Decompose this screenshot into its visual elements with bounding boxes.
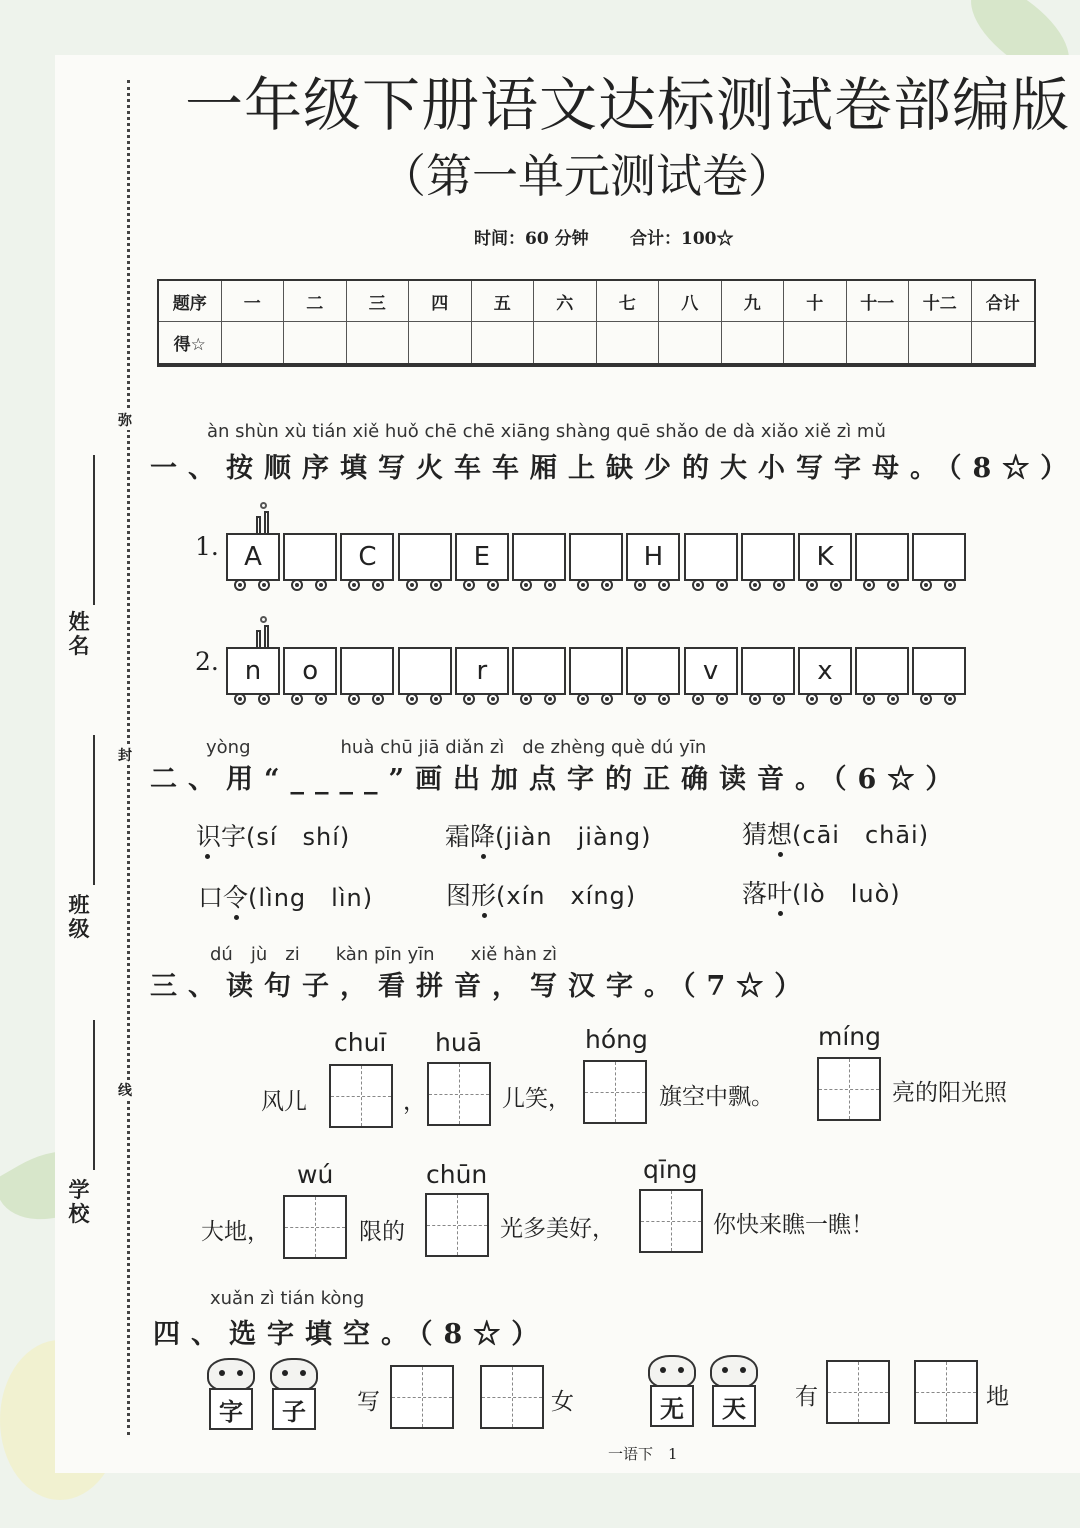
- wheel-icon: [544, 579, 556, 591]
- q3-title: 三、读句子，看拼音，写汉字。（7☆）: [150, 971, 813, 1002]
- sentence-text: 你快来瞧一瞧！: [713, 1212, 874, 1238]
- grid-pinyin: hóng: [585, 1025, 648, 1054]
- writing-grid[interactable]: [826, 1360, 890, 1424]
- school-label: 学校: [68, 1177, 90, 1226]
- name-label: 姓名: [68, 609, 90, 658]
- train-car[interactable]: [398, 647, 452, 695]
- emphasis-dot: [482, 913, 487, 918]
- train-car[interactable]: [340, 647, 394, 695]
- train2-number: 2.: [195, 647, 219, 676]
- tiger-face-icon: [710, 1355, 758, 1389]
- wheel-icon: [463, 693, 475, 705]
- tiger-face-icon: [270, 1358, 318, 1392]
- wheel-icon: [806, 693, 818, 705]
- score-table: [157, 279, 1036, 367]
- score-header-cell: 四: [409, 281, 472, 322]
- fill-text: 女: [551, 1389, 574, 1415]
- writing-grid[interactable]: [583, 1060, 647, 1124]
- q2-title: 二、用“____”画出加点字的正确读音。（6☆）: [150, 764, 964, 795]
- school-line: [93, 1020, 95, 1170]
- reading-item: [196, 817, 350, 853]
- reading-item: [742, 815, 929, 851]
- reading-word: 霜降: [445, 822, 496, 851]
- seal-mark: 封: [118, 745, 132, 765]
- reading-item: [742, 874, 901, 910]
- writing-grid[interactable]: [329, 1064, 393, 1128]
- wheel-icon: [544, 693, 556, 705]
- tiger-card-icon: [644, 1355, 700, 1429]
- score-row-label: 得☆: [159, 322, 222, 363]
- fill-text: 有: [795, 1384, 818, 1410]
- score-input-cell[interactable]: [722, 322, 785, 363]
- character-card: 字: [209, 1388, 253, 1430]
- score-header-cell: 合计: [972, 281, 1035, 322]
- grid-pinyin: chūn: [426, 1160, 488, 1189]
- tiger-face-icon: [648, 1355, 696, 1389]
- writing-grid[interactable]: [817, 1057, 881, 1121]
- sentence-text: 限的: [359, 1219, 405, 1245]
- score-input-cell[interactable]: [597, 322, 660, 363]
- train-car[interactable]: [741, 533, 795, 581]
- wheel-icon: [234, 693, 246, 705]
- grid-pinyin: chuī: [334, 1028, 387, 1057]
- score-header-cell: 九: [722, 281, 785, 322]
- train-car: K: [798, 533, 852, 581]
- wheel-icon: [773, 693, 785, 705]
- writing-grid[interactable]: [425, 1193, 489, 1257]
- score-header-cell: 二: [284, 281, 347, 322]
- fill-text: 写: [357, 1389, 380, 1415]
- wheel-icon: [830, 693, 842, 705]
- score-input-cell[interactable]: [472, 322, 535, 363]
- train1-number: 1.: [195, 532, 219, 561]
- class-line: [93, 735, 95, 885]
- wheel-icon: [520, 579, 532, 591]
- train-car: E: [455, 533, 509, 581]
- class-label: 班级: [68, 892, 90, 941]
- score-header-cell: 题序: [159, 281, 222, 322]
- reading-word: 落叶: [742, 879, 793, 908]
- smoke-icon: [260, 502, 267, 509]
- page-title: 一年级下册语文达标测试卷部编版: [185, 71, 1071, 139]
- score-header-cell: 五: [472, 281, 535, 322]
- reading-word: 猜想: [742, 820, 793, 849]
- writing-grid[interactable]: [914, 1360, 978, 1424]
- time-label: 时间：60 分钟: [474, 229, 589, 249]
- chimney-icon: [264, 625, 269, 647]
- score-header-cell: 十: [784, 281, 847, 322]
- writing-grid[interactable]: [639, 1189, 703, 1253]
- wheel-icon: [406, 693, 418, 705]
- q1-title: 一、按顺序填写火车车厢上缺少的大小写字母。（8☆）: [150, 453, 1079, 484]
- train-car: A: [226, 533, 280, 581]
- train-car[interactable]: [626, 647, 680, 695]
- reading-options[interactable]: (lò luò): [792, 880, 901, 908]
- chimney-icon: [256, 630, 261, 647]
- wheel-icon: [692, 693, 704, 705]
- score-header-cell: 十一: [847, 281, 910, 322]
- train-car[interactable]: [569, 533, 623, 581]
- q4-pinyin: xuǎn zì tián kòng: [210, 1288, 365, 1309]
- wheel-icon: [716, 579, 728, 591]
- name-line: [93, 455, 95, 605]
- reading-options[interactable]: (lìng lìn): [248, 884, 374, 912]
- grid-pinyin: huā: [435, 1028, 483, 1057]
- train-car[interactable]: [855, 647, 909, 695]
- tiger-card-icon: [266, 1358, 322, 1432]
- sentence-text: 亮的阳光照: [892, 1080, 1007, 1106]
- grid-pinyin: míng: [818, 1022, 882, 1051]
- wheel-icon: [463, 579, 475, 591]
- train-car[interactable]: [912, 647, 966, 695]
- reading-item: [198, 878, 373, 914]
- page-subtitle: （第一单元测试卷）: [380, 149, 794, 203]
- wheel-icon: [258, 693, 270, 705]
- chimney-icon: [264, 511, 269, 533]
- score-header-cell: 八: [659, 281, 722, 322]
- grid-pinyin: qīng: [643, 1155, 698, 1184]
- score-input-cell[interactable]: [409, 322, 472, 363]
- train-car: r: [455, 647, 509, 695]
- wheel-icon: [830, 579, 842, 591]
- wheel-icon: [773, 579, 785, 591]
- reading-word: 图形: [446, 881, 497, 910]
- seal-mark: 弥: [118, 410, 132, 430]
- wheel-icon: [430, 579, 442, 591]
- score-input-cell[interactable]: [909, 322, 972, 363]
- q4-title: 四、选字填空。（8☆）: [153, 1319, 550, 1350]
- train-car: x: [798, 647, 852, 695]
- train-car: o: [283, 647, 337, 695]
- wheel-icon: [520, 693, 532, 705]
- character-card: 子: [272, 1388, 316, 1430]
- fill-text: 地: [986, 1384, 1009, 1410]
- emphasis-dot: [481, 854, 486, 859]
- train-car[interactable]: [283, 533, 337, 581]
- wheel-icon: [749, 579, 761, 591]
- wheel-icon: [749, 693, 761, 705]
- writing-grid[interactable]: [427, 1062, 491, 1126]
- train-car[interactable]: [855, 533, 909, 581]
- grid-pinyin: wú: [297, 1160, 334, 1189]
- train-car[interactable]: [512, 647, 566, 695]
- train-car[interactable]: [912, 533, 966, 581]
- character-card: 天: [712, 1385, 756, 1427]
- reading-word: 口令: [198, 883, 249, 912]
- reading-item: [445, 817, 651, 853]
- page-footer: 一语下 1: [608, 1445, 678, 1463]
- wheel-icon: [430, 693, 442, 705]
- wheel-icon: [258, 579, 270, 591]
- score-header-cell: 七: [597, 281, 660, 322]
- train-car: v: [684, 647, 738, 695]
- reading-options[interactable]: (xín xíng): [496, 882, 637, 910]
- score-input-cell[interactable]: [347, 322, 410, 363]
- sentence-text: ，: [403, 1089, 426, 1115]
- wheel-icon: [716, 693, 728, 705]
- score-header-cell: 六: [534, 281, 597, 322]
- score-input-cell[interactable]: [222, 322, 285, 363]
- tiger-card-icon: [706, 1355, 762, 1429]
- wheel-icon: [806, 579, 818, 591]
- sentence-text: 风儿: [261, 1089, 307, 1115]
- sentence-text: 旗空中飘。: [659, 1084, 774, 1110]
- q3-pinyin: dú jù zi kàn pīn yīn xiě hàn zì: [210, 944, 558, 965]
- sentence-text: 大地，: [201, 1219, 270, 1245]
- score-header-cell: 一: [222, 281, 285, 322]
- smoke-icon: [260, 616, 267, 623]
- writing-grid[interactable]: [480, 1365, 544, 1429]
- train-car[interactable]: [512, 533, 566, 581]
- score-input-cell[interactable]: [534, 322, 597, 363]
- score-input-cell[interactable]: [784, 322, 847, 363]
- emphasis-dot: [778, 911, 783, 916]
- emphasis-dot: [778, 852, 783, 857]
- score-header-cell: 十二: [909, 281, 972, 322]
- wheel-icon: [487, 693, 499, 705]
- reading-options[interactable]: (jiàn jiàng): [495, 823, 652, 851]
- reading-item: [446, 876, 636, 912]
- train-car[interactable]: [569, 647, 623, 695]
- wheel-icon: [487, 579, 499, 591]
- emphasis-dot: [234, 915, 239, 920]
- seal-mark: 线: [118, 1080, 132, 1100]
- total-label: 合计：100☆: [630, 229, 734, 249]
- wheel-icon: [692, 579, 704, 591]
- tiger-card-icon: [203, 1358, 259, 1432]
- reading-options[interactable]: (cāi chāi): [792, 821, 930, 849]
- reading-options[interactable]: (sí shí): [246, 823, 351, 851]
- score-input-cell[interactable]: [972, 322, 1035, 363]
- tiger-face-icon: [207, 1358, 255, 1392]
- q1-pinyin: àn shùn xù tián xiě huǒ chē chē xiāng shàng quē shǎo de dà xiǎo xiě zì mǔ: [207, 421, 886, 442]
- score-input-cell[interactable]: [847, 322, 910, 363]
- wheel-icon: [406, 579, 418, 591]
- train-car[interactable]: [398, 533, 452, 581]
- train-car: C: [340, 533, 394, 581]
- character-card: 无: [650, 1385, 694, 1427]
- q2-pinyin: yòng huà chū jiā diǎn zì de zhèng què dú yīn: [206, 737, 707, 758]
- writing-grid[interactable]: [283, 1195, 347, 1259]
- wheel-icon: [234, 579, 246, 591]
- emphasis-dot: [205, 854, 210, 859]
- score-input-cell[interactable]: [659, 322, 722, 363]
- score-input-cell[interactable]: [284, 322, 347, 363]
- train-car[interactable]: [741, 647, 795, 695]
- sentence-text: 儿笑，: [502, 1086, 571, 1112]
- train-car: n: [226, 647, 280, 695]
- sentence-text: 光多美好，: [500, 1216, 615, 1242]
- writing-grid[interactable]: [390, 1365, 454, 1429]
- train-car: H: [626, 533, 680, 581]
- reading-word: 识字: [196, 822, 247, 851]
- chimney-icon: [256, 516, 261, 533]
- train-car[interactable]: [684, 533, 738, 581]
- score-header-cell: 三: [347, 281, 410, 322]
